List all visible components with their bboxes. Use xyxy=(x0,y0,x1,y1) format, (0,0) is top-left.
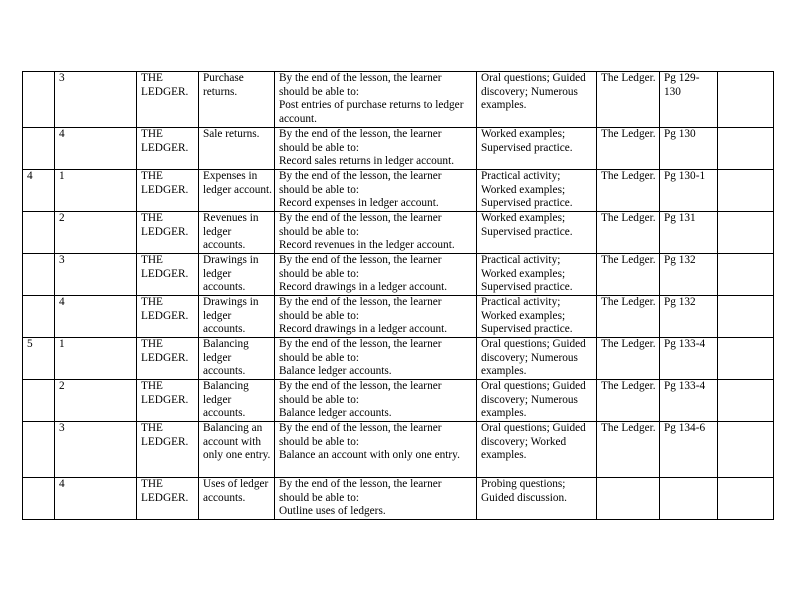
objectives-intro: By the end of the lesson, the learner should be able to: xyxy=(279,296,442,322)
lesson-cell: 4 xyxy=(55,296,137,338)
objective-text: Record revenues in the ledger account. xyxy=(279,239,455,251)
reference-cell: Pg 134-6 xyxy=(660,422,718,478)
objectives-intro: By the end of the lesson, the learner should be able to: xyxy=(279,380,442,406)
objectives-cell xyxy=(275,478,477,520)
subtopic-cell: Uses of ledger accounts. xyxy=(199,478,275,520)
week-cell xyxy=(23,128,55,170)
week-cell: 4 xyxy=(23,170,55,212)
resources-cell: The Ledger. xyxy=(597,380,660,422)
lesson-cell: 3 xyxy=(55,422,137,478)
objectives-cell xyxy=(275,128,477,170)
objective-text: Balance ledger accounts. xyxy=(279,407,392,419)
reference-cell: Pg 129-130 xyxy=(660,72,718,128)
objectives-cell xyxy=(275,254,477,296)
table-row xyxy=(23,170,774,212)
lesson-cell: 4 xyxy=(55,478,137,520)
week-cell xyxy=(23,212,55,254)
subtopic-cell: Balancing ledger accounts. xyxy=(199,338,275,380)
objectives-intro: By the end of the lesson, the learner should be able to: xyxy=(279,254,442,280)
remarks-cell xyxy=(718,338,774,380)
reference-cell: Pg 131 xyxy=(660,212,718,254)
objectives-cell xyxy=(275,422,477,478)
subtopic-cell: Balancing an account with only one entry. xyxy=(199,422,275,478)
week-cell xyxy=(23,296,55,338)
topic-cell: THE LEDGER. xyxy=(137,296,199,338)
activities-cell: Oral questions; Guided discovery; Numerous examples. xyxy=(477,338,597,380)
activities-cell: Oral questions; Guided discovery; Numerous examples. xyxy=(477,380,597,422)
lesson-cell: 2 xyxy=(55,212,137,254)
objectives-intro: By the end of the lesson, the learner should be able to: xyxy=(279,170,442,196)
activities-cell: Practical activity; Worked examples; Supervised practice. xyxy=(477,296,597,338)
activities-cell: Oral questions; Guided discovery; Worked examples. xyxy=(477,422,597,478)
objective-text: Balance an account with only one entry. xyxy=(279,449,460,461)
reference-cell: Pg 132 xyxy=(660,296,718,338)
lesson-cell: 2 xyxy=(55,380,137,422)
objectives-cell xyxy=(275,212,477,254)
objectives-intro: By the end of the lesson, the learner should be able to: xyxy=(279,478,442,504)
resources-cell: The Ledger. xyxy=(597,72,660,128)
topic-cell: THE LEDGER. xyxy=(137,254,199,296)
resources-cell: The Ledger. xyxy=(597,212,660,254)
week-cell xyxy=(23,72,55,128)
reference-cell: Pg 130-1 xyxy=(660,170,718,212)
objectives-cell xyxy=(275,170,477,212)
topic-cell: THE LEDGER. xyxy=(137,478,199,520)
objectives-intro: By the end of the lesson, the learner should be able to: xyxy=(279,422,442,448)
table-row xyxy=(23,338,774,380)
objective-text: Record drawings in a ledger account. xyxy=(279,281,448,293)
remarks-cell xyxy=(718,212,774,254)
objectives-cell xyxy=(275,338,477,380)
table-row xyxy=(23,296,774,338)
objective-text: Balance ledger accounts. xyxy=(279,365,392,377)
reference-cell: Pg 133-4 xyxy=(660,380,718,422)
topic-cell: THE LEDGER. xyxy=(137,422,199,478)
topic-cell: THE LEDGER. xyxy=(137,72,199,128)
table-row xyxy=(23,422,774,478)
remarks-cell xyxy=(718,128,774,170)
activities-cell: Worked examples; Supervised practice. xyxy=(477,212,597,254)
resources-cell: The Ledger. xyxy=(597,296,660,338)
activities-cell: Practical activity; Worked examples; Supervised practice. xyxy=(477,254,597,296)
table-row xyxy=(23,212,774,254)
topic-cell: THE LEDGER. xyxy=(137,212,199,254)
subtopic-cell: Purchase returns. xyxy=(199,72,275,128)
objective-text: Record drawings in a ledger account. xyxy=(279,323,448,335)
resources-cell: The Ledger. xyxy=(597,170,660,212)
week-cell: 5 xyxy=(23,338,55,380)
objectives-intro: By the end of the lesson, the learner should be able to: xyxy=(279,128,442,154)
reference-cell: Pg 132 xyxy=(660,254,718,296)
topic-cell: THE LEDGER. xyxy=(137,380,199,422)
remarks-cell xyxy=(718,72,774,128)
subtopic-cell: Revenues in ledger accounts. xyxy=(199,212,275,254)
topic-cell: THE LEDGER. xyxy=(137,128,199,170)
week-cell xyxy=(23,422,55,478)
objective-text: Record sales returns in ledger account. xyxy=(279,155,455,167)
resources-cell: The Ledger. xyxy=(597,254,660,296)
resources-cell xyxy=(597,478,660,520)
activities-cell: Oral questions; Guided discovery; Numerous examples. xyxy=(477,72,597,128)
remarks-cell xyxy=(718,422,774,478)
activities-cell: Probing questions; Guided discussion. xyxy=(477,478,597,520)
scheme-of-work-table xyxy=(22,71,774,520)
reference-cell: Pg 130 xyxy=(660,128,718,170)
lesson-cell: 4 xyxy=(55,128,137,170)
objectives-intro: By the end of the lesson, the learner should be able to: xyxy=(279,338,442,364)
objective-text: Post entries of purchase returns to ledger account. xyxy=(279,99,464,125)
subtopic-cell: Balancing ledger accounts. xyxy=(199,380,275,422)
table-row xyxy=(23,380,774,422)
week-cell xyxy=(23,254,55,296)
objective-text: Record expenses in ledger account. xyxy=(279,197,439,209)
table-row xyxy=(23,72,774,128)
activities-cell: Practical activity; Worked examples; Supervised practice. xyxy=(477,170,597,212)
week-cell xyxy=(23,380,55,422)
lesson-cell: 3 xyxy=(55,72,137,128)
remarks-cell xyxy=(718,170,774,212)
reference-cell: Pg 133-4 xyxy=(660,338,718,380)
resources-cell: The Ledger. xyxy=(597,128,660,170)
remarks-cell xyxy=(718,254,774,296)
lesson-cell: 1 xyxy=(55,170,137,212)
objective-text: Outline uses of ledgers. xyxy=(279,505,386,517)
table-row xyxy=(23,254,774,296)
topic-cell: THE LEDGER. xyxy=(137,338,199,380)
objectives-cell xyxy=(275,380,477,422)
subtopic-cell: Drawings in ledger accounts. xyxy=(199,254,275,296)
remarks-cell xyxy=(718,296,774,338)
reference-cell xyxy=(660,478,718,520)
objectives-intro: By the end of the lesson, the learner should be able to: xyxy=(279,72,442,98)
topic-cell: THE LEDGER. xyxy=(137,170,199,212)
remarks-cell xyxy=(718,380,774,422)
subtopic-cell: Expenses in ledger account. xyxy=(199,170,275,212)
resources-cell: The Ledger. xyxy=(597,422,660,478)
lesson-cell: 3 xyxy=(55,254,137,296)
subtopic-cell: Drawings in ledger accounts. xyxy=(199,296,275,338)
objectives-cell xyxy=(275,72,477,128)
lesson-cell: 1 xyxy=(55,338,137,380)
table-row xyxy=(23,128,774,170)
objectives-cell xyxy=(275,296,477,338)
week-cell xyxy=(23,478,55,520)
subtopic-cell: Sale returns. xyxy=(199,128,275,170)
resources-cell: The Ledger. xyxy=(597,338,660,380)
activities-cell: Worked examples; Supervised practice. xyxy=(477,128,597,170)
objectives-intro: By the end of the lesson, the learner should be able to: xyxy=(279,212,442,238)
table-row xyxy=(23,478,774,520)
remarks-cell xyxy=(718,478,774,520)
